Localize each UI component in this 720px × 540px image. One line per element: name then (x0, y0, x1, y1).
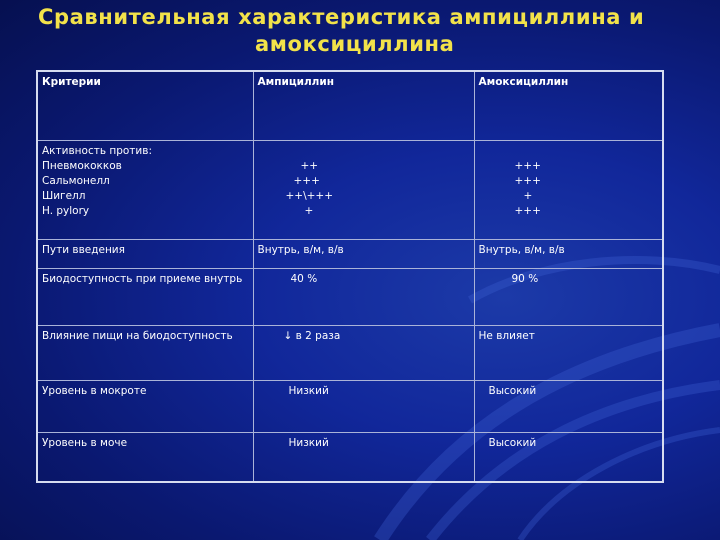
header-ampicillin: Ампициллин (253, 71, 474, 141)
activity-criteria-line: Активность против: (42, 145, 152, 157)
activity-criteria-line: Сальмонелл (42, 175, 110, 187)
amoxicillin-cell: Высокий (474, 433, 663, 483)
header-amoxicillin: Амоксициллин (474, 71, 663, 141)
activity-criteria-cell (37, 141, 253, 240)
activity-ampicillin-line: +++ (293, 175, 320, 187)
ampicillin-cell: ↓ в 2 раза (253, 326, 474, 381)
header-criteria: Критерии (37, 71, 253, 141)
table-row (37, 433, 663, 483)
activity-amoxicillin-line: +++ (514, 160, 541, 172)
activity-amoxicillin-line: + (523, 190, 533, 202)
amoxicillin-cell: 90 % (474, 269, 663, 326)
amoxicillin-cell: Не влияет (474, 326, 663, 381)
ampicillin-cell: Внутрь, в/м, в/в (253, 240, 474, 269)
activity-ampicillin-cell (253, 141, 474, 240)
criterion-cell: Влияние пищи на биодоступность (37, 326, 253, 381)
activity-amoxicillin-line: +++ (514, 175, 541, 187)
ampicillin-cell: Низкий (253, 433, 474, 483)
comparison-table (36, 70, 664, 483)
table-row-activity (37, 141, 663, 240)
activity-amoxicillin-cell (474, 141, 663, 240)
activity-criteria-line: Шигелл (42, 190, 86, 202)
criterion-cell: Уровень в мокроте (37, 381, 253, 433)
activity-amoxicillin-line: +++ (514, 205, 541, 217)
criterion-cell: Уровень в моче (37, 433, 253, 483)
ampicillin-cell: 40 % (253, 269, 474, 326)
criterion-cell: Пути введения (37, 240, 253, 269)
slide-title (0, 4, 720, 58)
table-row (37, 269, 663, 326)
criterion-cell: Биодоступность при приеме внутрь (37, 269, 253, 326)
activity-ampicillin-line (258, 144, 470, 159)
amoxicillin-cell: Высокий (474, 381, 663, 433)
activity-ampicillin-line: ++\+++ (285, 190, 334, 202)
activity-amoxicillin-line (479, 144, 659, 159)
title-line-1: Сравнительная характеристика ампициллина и (38, 5, 645, 29)
amoxicillin-cell: Внутрь, в/м, в/в (474, 240, 663, 269)
activity-criteria-line: Пневмококков (42, 160, 122, 172)
title-line-2: амоксициллина (255, 32, 455, 56)
table-row (37, 326, 663, 381)
activity-ampicillin-line: + (304, 205, 314, 217)
activity-ampicillin-line: ++ (300, 160, 319, 172)
ampicillin-cell: Низкий (253, 381, 474, 433)
table-row (37, 381, 663, 433)
table-header-row (37, 71, 663, 141)
table-row (37, 240, 663, 269)
activity-criteria-line: H. pylory (42, 205, 90, 217)
